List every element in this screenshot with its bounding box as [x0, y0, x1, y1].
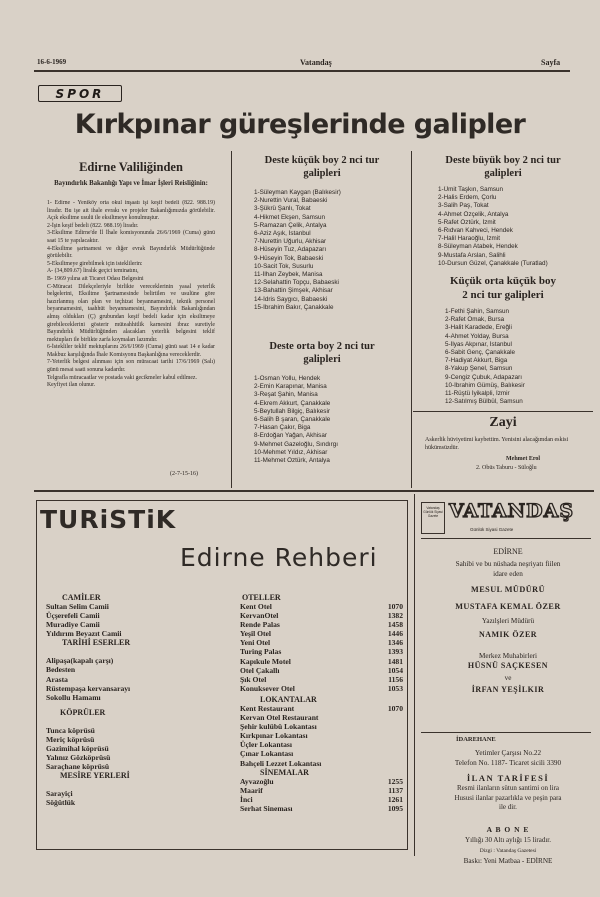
notice-paragraph: Keyfiyet ilan olunur.	[47, 382, 96, 389]
imprint-logo: VATANDAŞ	[449, 500, 575, 522]
list-item: 10-Sacit Tok, Susurlu	[254, 262, 314, 270]
imprint-rule	[421, 538, 591, 539]
deste-kucuk-title-line2: galipleri	[303, 168, 341, 179]
list-item: Bedesten	[46, 665, 76, 675]
notice-paragraph: C-Müracat Dilekçeleriyle birlikte vereceklerinin yasal yeterlik belgelerini, Eksiltme Şartnamesinde belirtilen ve usulüne göre hazırlanmış olan plan ve teçhizat beyannamesini, teknik personel beyannamesini, taahhüt beyannamesini, Bayındırlık Bakanlığından almış oldukları (Ç) grubundan keşif bedeli kadar için eksiltmeye girebileceklerini gösterir müteahhitlik karnesini ibraz suretiyle Bayındırlık Müdürlüğünden alacakları yeterlik belgesini teklif mektupları ile birlikte zarfa koymaları lazımdır.	[47, 283, 215, 343]
notice-paragraph: 2-İşin keşif bedeli (822. 988.19) liradır.	[47, 222, 139, 229]
table-row	[240, 666, 403, 675]
cinema-phone: 1255	[387, 776, 403, 786]
imprint-name1: MUSTAFA KEMAL ÖZER	[455, 602, 561, 611]
spor-logo-text: SPOR	[55, 86, 105, 101]
list-item: 4-Ahmet Özçelik, Antalya	[438, 210, 509, 218]
list-item: 12-Selahattin Topçu, Babaeski	[254, 279, 339, 287]
idarehane-phone: Telefon No. 1187- Ticaret sicili 3390	[454, 759, 562, 767]
list-item: 6-Sabit Genç, Çanakkale	[445, 349, 516, 357]
notice-ref: (2-7-15-16)	[170, 471, 198, 477]
imprint-logo-small: Günlük Siyasi Gazete	[470, 527, 514, 532]
deste-orta-title-line2: galipleri	[303, 354, 341, 365]
cinema-name: İnci	[240, 794, 253, 804]
list-item: 11-Mehmet Öztürk, Antalya	[254, 457, 330, 465]
ilan-text2: Hususi ilanlar pazarlıkla ve peşin para	[454, 793, 562, 802]
hotel-phone: 1393	[387, 647, 403, 657]
list-item: 3-Salih Paş, Tokat	[438, 202, 489, 210]
imprint-rule	[421, 732, 591, 733]
table-row	[240, 795, 403, 804]
list-item: 2-Nurettin Vural, Babaeski	[254, 197, 328, 205]
notice-paragraph: 5-Eksiltmeye girebilmek için isteklilerin:	[47, 260, 143, 267]
guide-left	[46, 593, 224, 808]
list-item: 4-Hikmet Ekşen, Samsun	[254, 213, 326, 221]
hotel-phone: 1382	[387, 611, 403, 621]
list-item: 2-Emin Karapınar, Manisa	[254, 383, 327, 391]
imprint-name2: NAMIK ÖZER	[478, 630, 538, 639]
table-row	[240, 684, 403, 693]
page-date: 16-6-1969	[37, 58, 67, 66]
list-item: 4-Ahmet Yolday, Bursa	[445, 332, 509, 340]
table-row	[240, 620, 403, 629]
list-item: 6-Salih B şaran, Çanakkale	[254, 416, 331, 424]
dizgi-text: Dizgi : Vatandaş Gazetesi	[479, 848, 537, 854]
mesire-heading: MESİRE YERLERİ	[60, 771, 130, 781]
list-item: Sarayiçi	[46, 789, 73, 799]
list-item: 10-Dursun Güzel, Çanakkale (Turatlad)	[438, 259, 548, 267]
hotel-name: Yeşil Otel	[240, 629, 272, 639]
paper-name: Vatandaş	[300, 58, 332, 67]
column-rule	[414, 494, 415, 856]
list-item: 5-Beytullah Bilgiç, Balıkesir	[254, 407, 330, 415]
list-item: Yalınız Gözköprüsü	[46, 753, 111, 763]
imprint-name4: İRFAN YEŞİLKIR	[471, 685, 545, 694]
deste-orta-list	[254, 375, 410, 465]
table-row	[240, 786, 403, 795]
kucuk-orta-list	[445, 308, 593, 406]
list-item: Sultan Selim Camii	[46, 602, 109, 611]
imprint-name3: HÜSNÜ SAÇKESEN	[467, 661, 549, 670]
table-row	[240, 722, 403, 731]
column-rule	[411, 151, 412, 488]
zayi-text: Askerlik hüviyetimi kaybettim. Yenisini alacağımdan eskisi hükümsüzdür.	[425, 437, 569, 451]
list-item: 7-Hasan Çakır, Biga	[254, 424, 311, 432]
idarehane-address: Yetimler Çarşısı No.22	[474, 749, 542, 757]
list-item: Yıldırım Beyazıt Camii	[46, 629, 122, 639]
list-item: 9-Mehmet Gazeloğlu, Sındırgı	[254, 440, 338, 448]
list-item: Üçşerefeli Camii	[46, 611, 100, 621]
notice-body	[47, 200, 215, 462]
kucuk-orta-title-line2: 2 nci tur galipleri	[462, 289, 544, 301]
list-item: 11-Rüştü İyikalpli, İzmir	[445, 390, 510, 398]
list-item: Söğütlük	[46, 798, 76, 808]
deste-buyuk-list	[438, 186, 592, 268]
deste-buyuk-title-line2: galipleri	[484, 168, 522, 179]
notice-paragraph: 7-Yeterlik belgesi alınması için son müracaat tarihi 17/6/1969 (Salı) günü mesai saati sonuna kadardır.	[47, 359, 215, 374]
list-item: 10-İbrahim Gümüş, Balıkesir	[445, 381, 525, 389]
hotel-phone: 1053	[387, 683, 403, 693]
cinema-phone: 1261	[387, 794, 403, 804]
list-item: 9-Cengiz Çubuk, Adapazarı	[445, 373, 523, 381]
deste-buyuk-title-line1: Deste büyük boy 2 nci tur	[445, 155, 561, 166]
imprint-box: Vatandaş Günlük Siyasi Gazete	[421, 502, 445, 534]
guide-title-top: TURiSTiK	[40, 505, 177, 534]
list-item: Meriç köprüsü	[46, 734, 95, 744]
hotel-phone: 1054	[387, 665, 403, 675]
restaurant-name: Bahçeli Lezzet Lokantası	[240, 758, 322, 768]
list-item: Rüstempaşa kervansarayı	[46, 683, 131, 693]
kopruler-heading: KÖPRÜLER	[60, 707, 106, 717]
headline: Kırkpınar güreşlerinde galipler	[74, 109, 526, 140]
notice-paragraph: Telgrafla müracaatlar ve postada vaki gecikmeler kabul edilmez.	[47, 374, 197, 381]
hotel-phone: 1446	[387, 629, 403, 639]
list-item: 1-Fethi Şahin, Samsun	[445, 308, 510, 315]
list-item: 3-Halit Karadede, Ereğli	[445, 324, 512, 332]
table-row	[240, 602, 403, 611]
table-row	[240, 777, 403, 786]
restaurant-name: Üçler Lokantası	[240, 740, 292, 750]
abone-text: Yıllığı 30 Altı aylığı 15 liradır.	[465, 836, 551, 844]
list-item: 11-İlhan Zeybek, Manisa	[254, 271, 323, 279]
hotel-phone: 1156	[388, 674, 403, 684]
imprint-abone	[418, 825, 598, 866]
notice-paragraph: A- (34,809.67) liralık geçici teminatını,	[47, 268, 139, 275]
header-rule	[34, 70, 570, 72]
guide-title-main: Edirne Rehberi	[180, 543, 378, 572]
list-item: 15-İbrahim Bakır, Çanakkale	[254, 303, 334, 311]
notice-paragraph: 3-Eksiltme Edirne'de İl İhale komisyonunda 26/6/1969 (Cuma) günü saat 15 te yapılacaktır.	[47, 230, 215, 244]
list-item: Sokollu Hamamı	[46, 692, 101, 702]
ilan-text3: ile dir.	[499, 803, 517, 811]
list-item: 7-Nurettin Uğurlu, Akhisar	[254, 238, 327, 246]
list-item: 9-Mustafa Arslan, Salihli	[438, 251, 506, 259]
table-row	[240, 611, 403, 620]
zayi-signature-unit: 2. Obüs Taburu - Süloğlu	[476, 465, 537, 471]
list-item: 1-Ümit Taşkın, Samsun	[438, 186, 503, 193]
spor-logo	[38, 85, 122, 102]
zayi-rule	[413, 411, 593, 412]
imprint-line1: Sahibi ve bu nüshada neşriyatı fiilen	[455, 560, 561, 568]
imprint-role3: Merkez Muhabirleri	[478, 652, 538, 660]
list-item: 5-İlyas Akpınar, İstanbul	[445, 340, 512, 348]
table-row	[240, 713, 403, 722]
table-row	[240, 704, 403, 713]
deste-orta-title	[234, 340, 410, 366]
table-row	[240, 731, 403, 740]
kucuk-orta-title-line1: Küçük orta küçük boy	[449, 275, 557, 287]
list-item: 2-Rafet Omak, Bursa	[445, 316, 505, 324]
deste-orta-title-line1: Deste orta boy 2 nci tur	[269, 341, 375, 352]
guide-right	[240, 593, 403, 813]
deste-kucuk-list	[254, 189, 410, 312]
imprint-role1: MESUL MÜDÜRÜ	[470, 585, 545, 594]
sinemalar-heading: SİNEMALAR	[260, 767, 309, 777]
page-label: Sayfa	[541, 58, 561, 67]
cinema-name: Serhat Sineması	[240, 803, 293, 813]
notice-paragraph: B- 1969 yılına ait Ticaret Odası Belgesini	[47, 275, 144, 282]
zayi-title: Zayi	[489, 415, 517, 430]
hotel-name: Rende Palas	[240, 620, 280, 630]
list-item: 4-Ekrem Akkurt, Çanakkale	[254, 399, 331, 407]
cinema-name: Ayvazoğlu	[240, 776, 274, 786]
tarihi-eserler-heading: TARİHİ ESERLER	[62, 638, 131, 648]
zayi-signature-name: Mehmet Erol	[506, 456, 541, 462]
imprint-city: EDİRNE	[493, 547, 523, 556]
lokantalar-heading: LOKANTALAR	[260, 694, 317, 704]
notice-title: Edirne Valiliğinden	[79, 160, 183, 174]
list-item: 1-Süleyman Kaygan (Balıkesir)	[254, 189, 341, 196]
cinema-phone: 1137	[388, 785, 403, 795]
table-row	[240, 740, 403, 749]
imprint-role2: Yazılşleri Müdürü	[481, 617, 535, 625]
list-item: 7-Hadiyat Akkurt, Biga	[445, 357, 508, 365]
table-row	[240, 629, 403, 638]
table-row	[240, 804, 403, 813]
list-item: 2-Halis Erdem, Çorlu	[438, 194, 497, 202]
hotel-phone: 1481	[387, 656, 403, 666]
hotel-phone: 1346	[387, 638, 403, 648]
hotel-name: KervanOtel	[240, 611, 279, 621]
restaurant-name: Çınar Lokantası	[240, 749, 294, 759]
list-item: 12-Satılmış Bülbül, Samsun	[445, 398, 523, 406]
list-item: 6-Rıdvan Kahveci, Hendek	[438, 227, 513, 235]
imprint-and: ve	[504, 674, 512, 682]
hotel-phone: 1458	[387, 620, 403, 630]
cinema-name: Maarif	[240, 785, 263, 795]
list-item: 7-Halil Haraoğlu, İzmit	[438, 235, 500, 243]
table-row	[240, 657, 403, 666]
list-item: 14-İdris Saygıcı, Babaeski	[254, 295, 328, 303]
list-item: Muradiye Camii	[46, 620, 100, 630]
list-item: 3-Şükrü Şanlı, Tokat	[254, 205, 311, 213]
hotel-name: Konuksever Otel	[240, 683, 295, 693]
list-item: 3-Reşat Şahin, Manisa	[254, 391, 318, 399]
imprint-body	[418, 546, 598, 695]
list-item: 8-Yakup Şenel, Samsun	[445, 365, 513, 373]
list-item: 8-Erdoğan Yağan, Akhisar	[254, 432, 327, 440]
table-row	[240, 647, 403, 656]
table-row	[240, 675, 403, 684]
notice-paragraph: 1- Edirne - Yeniköy orta okul inşaatı işi keşif bedeli (822. 988.19) liradır. Bu işe ait ihale evrakı ve projeler Bakanlığımızda görülebilir. Açık eksiltme usulü ile eksiltmeye konulmuştur.	[47, 200, 215, 222]
hotel-name: Yeni Otel	[240, 638, 271, 648]
list-item: Arasta	[46, 674, 68, 684]
table-row	[240, 749, 403, 758]
list-item: Tunca köprüsü	[46, 725, 95, 735]
section-rule	[34, 490, 594, 492]
baski-text: Baskı: Yeni Matbaa - EDİRNE	[463, 857, 553, 865]
hotel-name: Kent Otel	[240, 602, 272, 611]
restaurant-name: Kırkpınar Lokantası	[240, 731, 308, 741]
list-item: 5-Rafet Öztürk, İzmit	[438, 218, 496, 226]
list-item: 6-Aziz Aşık, İstanbul	[254, 230, 311, 238]
camiler-heading: CAMİLER	[62, 593, 101, 602]
notice-subtitle: Bayındırlık Bakanlığı Yapı ve İmar İşleri Reisliğinin:	[54, 180, 208, 187]
imprint-line2: idare eden	[493, 569, 523, 578]
ilan-heading: İLAN TARİFESİ	[466, 773, 550, 783]
idarehane-heading: İDAREHANE	[456, 736, 496, 743]
restaurant-name: Kervan Otel Restaurant	[240, 713, 319, 723]
hotel-phone: 1070	[387, 602, 403, 611]
hotel-name: Şık Otel	[240, 674, 267, 684]
hotel-name: Kapıkule Motel	[240, 656, 291, 666]
oteller-heading: OTELLER	[242, 593, 281, 602]
list-item: 13-Bahattin Şimşek, Akhisar	[254, 287, 333, 295]
list-item: Gazimihal köprüsü	[46, 744, 109, 754]
list-item: Alipaşa(kapalı çarşı)	[46, 656, 114, 666]
deste-buyuk-title	[413, 154, 593, 180]
column-rule	[231, 151, 232, 488]
notice-paragraph: 4-Eksiltme şartnamesi ve diğer evrak Bayındırlık Müdürlüğünde görülebilir.	[47, 245, 215, 260]
cinema-phone: 1095	[387, 803, 403, 813]
restaurant-phone: 1070	[387, 703, 403, 713]
kucuk-orta-title	[413, 274, 593, 302]
deste-kucuk-title-line1: Deste küçük boy 2 nci tur	[264, 155, 380, 166]
table-row	[240, 638, 403, 647]
list-item: 9-Hüseyin Tok, Babaeski	[254, 254, 324, 262]
table-row	[240, 759, 403, 768]
restaurant-name: Kent Restaurant	[240, 703, 295, 713]
deste-kucuk-title	[234, 154, 410, 180]
abone-heading: A B O N E	[486, 825, 530, 834]
restaurant-name: Şehir kulübü Lokantası	[240, 722, 317, 732]
hotel-name: Otel Çakallı	[240, 665, 280, 675]
list-item: 10-Mehmet Yıldız, Akhisar	[254, 448, 328, 456]
list-item: 1-Osman Yollu, Hendek	[254, 375, 321, 382]
list-item: 8-Hüseyin Tuz, Adapazarı	[254, 246, 327, 254]
list-item: 5-Ramazan Çelik, Antalya	[254, 221, 327, 229]
hotel-name: Turing Palas	[240, 647, 282, 657]
ilan-text1: Resmi ilanların sütun santimi on lira	[456, 784, 560, 792]
notice-paragraph: 6-İstekliler teklif mektuplarını 26/6/1969 (Cuma) günü saat 14 e kadar Makbuz karşılığında İhale Komisyonu Başkanlığına vereceklerdir.	[47, 344, 215, 358]
imprint-idarehane	[418, 735, 598, 768]
list-item: 8-Süleyman Atabek, Hendek	[438, 243, 518, 251]
list-item: Saraçhane köprüsü	[46, 762, 110, 772]
imprint-ilan	[418, 773, 598, 813]
